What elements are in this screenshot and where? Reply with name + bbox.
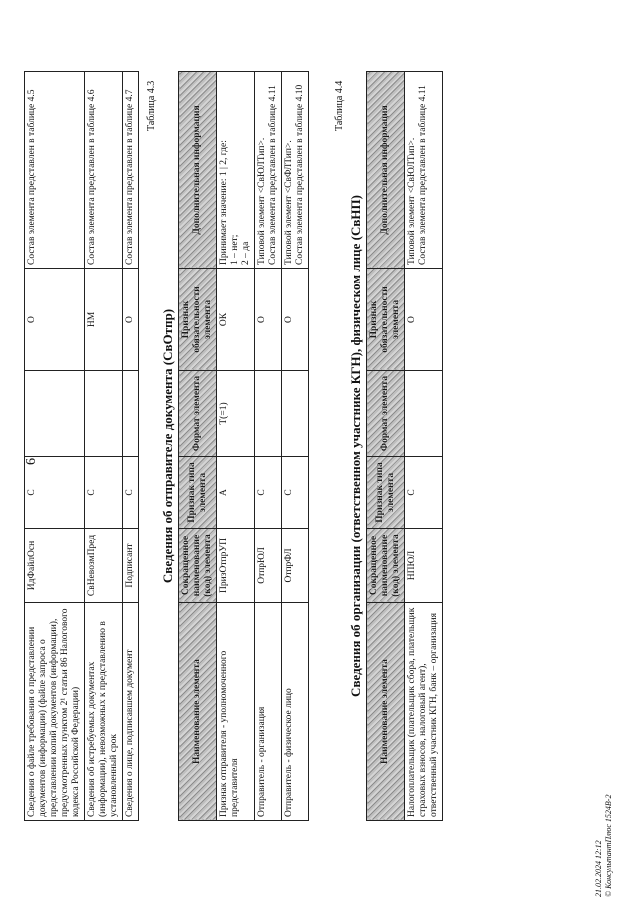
table-cell: С bbox=[123, 457, 139, 529]
column-header: Формат элемента bbox=[367, 371, 405, 457]
table-row bbox=[217, 72, 255, 821]
table-cell bbox=[123, 371, 139, 457]
table-cell: О bbox=[123, 269, 139, 371]
table-cell: Т(=1) bbox=[217, 371, 255, 457]
table-cell: Типовой элемент <СвФЛТип>. Состав элемента представлен в таблице 4.10 bbox=[282, 72, 309, 269]
column-header: Признак типа элемента bbox=[367, 457, 405, 529]
table-cell: Отправитель - физическое лицо bbox=[282, 603, 309, 821]
table-cell: Состав элемента представлен в таблице 4.5 bbox=[25, 72, 85, 269]
footer-source: © КонсультантПлюс bbox=[604, 824, 613, 897]
table-top bbox=[24, 71, 139, 821]
table-cell: О bbox=[255, 269, 282, 371]
table-cell: НПЮЛ bbox=[405, 529, 443, 603]
table-cell: ИдФайлОсн bbox=[25, 529, 85, 603]
table-cell: ОтпрФЛ bbox=[282, 529, 309, 603]
table44-title: Сведения об организации (ответственном участнике КГН), физическом лице (СвНП) bbox=[348, 195, 363, 697]
table-row bbox=[255, 72, 282, 821]
page-number: 6 bbox=[24, 458, 39, 465]
column-header: Наименование элемента bbox=[179, 603, 217, 821]
column-header: Сокращенное наименование (код) элемента bbox=[367, 529, 405, 603]
footer-date: 21.02.2024 12:12 bbox=[594, 840, 603, 897]
table-cell: НМ bbox=[85, 269, 123, 371]
table-cell: А bbox=[217, 457, 255, 529]
table-cell: Признак отправителя - уполномоченного представителя bbox=[217, 603, 255, 821]
table-cell: ОК bbox=[217, 269, 255, 371]
table-cell: Сведения о файле требования о представлении документов (информации) (файле запроса о представлении копий документов (информации), предусмотренных пунктом 2¹ статьи 86 Налогового кодекса Российской Федерации) bbox=[25, 603, 85, 821]
table-cell: О bbox=[282, 269, 309, 371]
table-cell bbox=[85, 371, 123, 457]
table-cell: С bbox=[405, 457, 443, 529]
table-cell: С bbox=[255, 457, 282, 529]
table43 bbox=[178, 71, 309, 821]
table44-label: Таблица 4.4 bbox=[334, 80, 345, 131]
table-cell: Типовой элемент <СвЮЛТип>. Состав элемента представлен в таблице 4.11 bbox=[255, 72, 282, 269]
table-cell: Сведения о лице, подписавшем документ bbox=[123, 603, 139, 821]
table-row bbox=[405, 72, 443, 821]
column-header: Сокращенное наименование (код) элемента bbox=[179, 529, 217, 603]
column-header: Дополнительная информация bbox=[179, 72, 217, 269]
table-cell bbox=[255, 371, 282, 457]
table-cell: Состав элемента представлен в таблице 4.7 bbox=[123, 72, 139, 269]
table-cell bbox=[405, 371, 443, 457]
table-row bbox=[85, 72, 123, 821]
footer-code: 1524B-2 bbox=[604, 794, 613, 823]
table-cell: Налогоплательщик (плательщик сбора, плательщик страховых взносов, налоговый агент), ответственный участник КГН, банк – организация bbox=[405, 603, 443, 821]
table-row bbox=[25, 72, 85, 821]
table-cell bbox=[282, 371, 309, 457]
table-cell: О bbox=[25, 269, 85, 371]
table-cell: Отправитель - организация bbox=[255, 603, 282, 821]
table-cell: ПризОтпрУП bbox=[217, 529, 255, 603]
column-header: Формат элемента bbox=[179, 371, 217, 457]
table-cell: Состав элемента представлен в таблице 4.6 bbox=[85, 72, 123, 269]
table-cell: С bbox=[282, 457, 309, 529]
table-cell: С bbox=[85, 457, 123, 529]
table-cell: Сведения об истребуемых документах (информации), невозможных к представлению в установленный срок bbox=[85, 603, 123, 821]
table-cell: Принимает значение: 1 | 2, где: 1 – нет; 2 – да bbox=[217, 72, 255, 269]
table-cell: О bbox=[405, 269, 443, 371]
column-header: Дополнительная информация bbox=[367, 72, 405, 269]
table43-label: Таблица 4.3 bbox=[146, 80, 157, 131]
table-cell: ОтпрЮЛ bbox=[255, 529, 282, 603]
column-header: Признак обязательности элемента bbox=[367, 269, 405, 371]
table-cell bbox=[25, 371, 85, 457]
table-cell: СвНевозмПред bbox=[85, 529, 123, 603]
table-cell: Подписант bbox=[123, 529, 139, 603]
table44 bbox=[366, 71, 443, 821]
column-header: Признак обязательности элемента bbox=[179, 269, 217, 371]
table43-title: Сведения об отправителе документа (СвОтпр) bbox=[160, 308, 175, 584]
table-cell: С bbox=[25, 457, 85, 529]
table-row bbox=[123, 72, 139, 821]
table-row bbox=[282, 72, 309, 821]
column-header: Наименование элемента bbox=[367, 603, 405, 821]
column-header: Признак типа элемента bbox=[179, 457, 217, 529]
table-cell: Типовой элемент <СвЮЛТип>. Состав элемента представлен в таблице 4.11 bbox=[405, 72, 443, 269]
footer bbox=[594, 795, 614, 897]
